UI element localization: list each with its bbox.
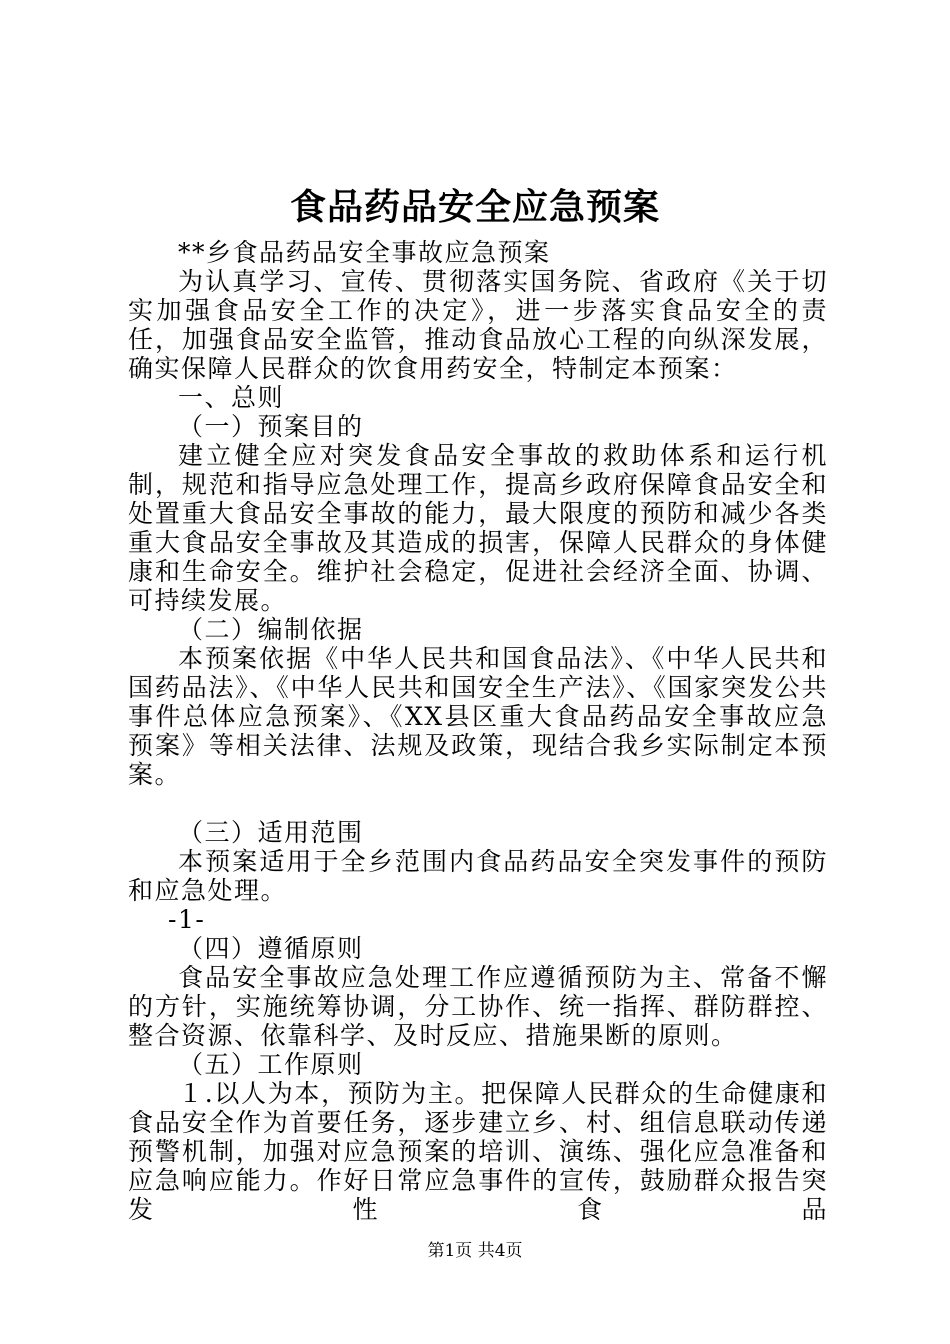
heading-basis: （二）编制依据 <box>178 615 364 644</box>
document-body <box>128 238 828 1224</box>
paragraph-people-first: １.以人为本，预防为主。把保障人民群众的生命健康和食品安全作为首要任务，逐步建立乡、村、组信息联动传递预警机制，加强对应急预案的培训、演练、强化应急准备和应急响应能力。作好日常应急事件的宣传，鼓励群众报告突发性食品 <box>128 1079 828 1224</box>
paragraph-principles: 食品安全事故应急处理工作应遵循预防为主、常备不懈的方针，实施统筹协调，分工协作、统一指挥、群防群控、整合资源、依靠科学、及时反应、措施果断的原则。 <box>128 963 828 1050</box>
heading-scope: （三）适用范围 <box>178 818 364 847</box>
paragraph-subtitle: **乡食品药品安全事故应急预案 <box>178 238 551 267</box>
heading-work-principles: （五）工作原则 <box>178 1050 364 1079</box>
heading-general: 一、总则 <box>178 383 285 412</box>
page-footer: 第1页 共4页 <box>427 1241 523 1261</box>
heading-principles: （四）遵循原则 <box>178 934 364 963</box>
heading-purpose: （一）预案目的 <box>178 412 364 441</box>
paragraph-purpose: 建立健全应对突发食品安全事故的救助体系和运行机制，规范和指导应急处理工作，提高乡政府保障食品安全和处置重大食品安全事故的能力，最大限度的预防和减少各类重大食品安全事故及其造成的损害，保障人民群众的身体健康和生命安全。维护社会稳定，促进社会经济全面、协调、可持续发展。 <box>128 441 828 615</box>
paragraph-intro: 为认真学习、宣传、贯彻落实国务院、省政府《关于切实加强食品安全工作的决定》，进一步落实食品安全的责任，加强食品安全监管，推动食品放心工程的向纵深发展，确实保障人民群众的饮食用药安全，特制定本预案： <box>128 267 828 383</box>
paragraph-scope: 本预案适用于全乡范围内食品药品安全突发事件的预防和应急处理。 <box>128 847 828 905</box>
paragraph-basis: 本预案依据《中华人民共和国食品法》、《中华人民共和国药品法》、《中华人民共和国安全生产法》、《国家突发公共事件总体应急预案》、《XX县区重大食品药品安全事故应急预案》等相关法律、法规及政策，现结合我乡实际制定本预案。 <box>128 644 828 789</box>
inline-page-number: -1- <box>168 905 206 934</box>
document-title: 食品药品安全应急预案 <box>289 187 660 228</box>
